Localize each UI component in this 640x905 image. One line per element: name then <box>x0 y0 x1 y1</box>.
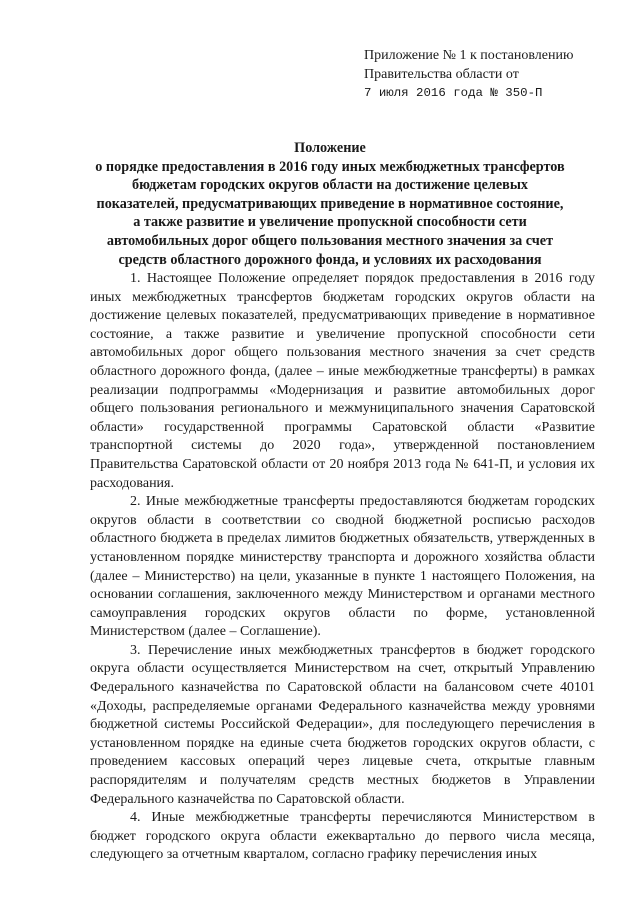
title-line-7: средств областного дорожного фонда, и условиях их расходования <box>118 251 542 268</box>
paragraph-4: 4. Иные межбюджетные трансферты перечисляются Министерством в бюджет городского округа области ежеквартально до первого числа месяца, следующего за отчетным кварталом, согласно графику перечисления иных <box>90 810 595 863</box>
appendix-line-1: Приложение № 1 к постановлению <box>364 48 574 63</box>
appendix-line-2: Правительства области от <box>364 67 519 82</box>
appendix-line-3: 7 июля 2016 года № 350-П <box>364 86 543 100</box>
title-line-6: автомобильных дорог общего пользования местного значения за счет <box>106 232 554 249</box>
title-line-4: показателей, предусматривающих приведение в нормативное состояние, <box>96 195 564 212</box>
title-line-1: Положение <box>294 140 366 156</box>
paragraph-3: 3. Перечисление иных межбюджетных трансфертов в бюджет городского округа области осуществляется Министерством на счет, открытый Управлению Федерального казначейства по Саратовской области на балансовом счете 40101 «Доходы, распределяемые органами Федерального казначейства между уровнями бюджетной системы Российской Федерации», для последующего перечисления в установленном порядке на единые счета бюджетов городских округов области, с проведением кассовых операций через лицевые счета, открытые главным распорядителям и получателям средств местных бюджетов в Управлении Федерального казначейства по Саратовской области. <box>90 642 595 807</box>
appendix-header <box>364 46 634 103</box>
title-line-5: а также развитие и увеличение пропускной способности сети <box>133 214 527 231</box>
document-title <box>60 139 600 269</box>
title-line-3: бюджетам городских округов области на достижение целевых <box>131 177 529 194</box>
paragraph-2: 2. Иные межбюджетные трансферты предоставляются бюджетам городских округов области в соответствии со сводной бюджетной росписью расходов областного бюджета в пределах лимитов бюджетных обязательств, утвержденных в установленном порядке министерству транспорта и дорожного хозяйства области (далее – Министерство) на цели, указанные в пункте 1 настоящего Положения, на основании соглашения, заключенного между Министерством и органами местного самоуправления городских округов области по форме, установленной Министерством (далее – Соглашение). <box>90 494 595 640</box>
paragraph-1: 1. Настоящее Положение определяет порядок предоставления в 2016 году иных межбюджетных трансфертов бюджетам городских округов области на достижение целевых показателей, предусматривающих приведение в нормативное состояние, а также развитие и увеличение пропускной способности сети автомобильных дорог общего пользования местного значения за счет средств областного дорожного фонда, (далее – иные межбюджетные трансферты) в рамках реализации подпрограммы «Модернизация и развитие автомобильных дорог общего пользования регионального и межмуниципального значения Саратовской области» государственной программы Саратовской области «Развитие транспортной системы до 2020 года», утвержденной постановлением Правительства Саратовской области от 20 ноября 2013 года № 641-П, и условия их расходования. <box>90 271 595 491</box>
document-body <box>90 270 595 865</box>
title-line-2: о порядке предоставления в 2016 году иных межбюджетных трансфертов <box>95 158 565 175</box>
